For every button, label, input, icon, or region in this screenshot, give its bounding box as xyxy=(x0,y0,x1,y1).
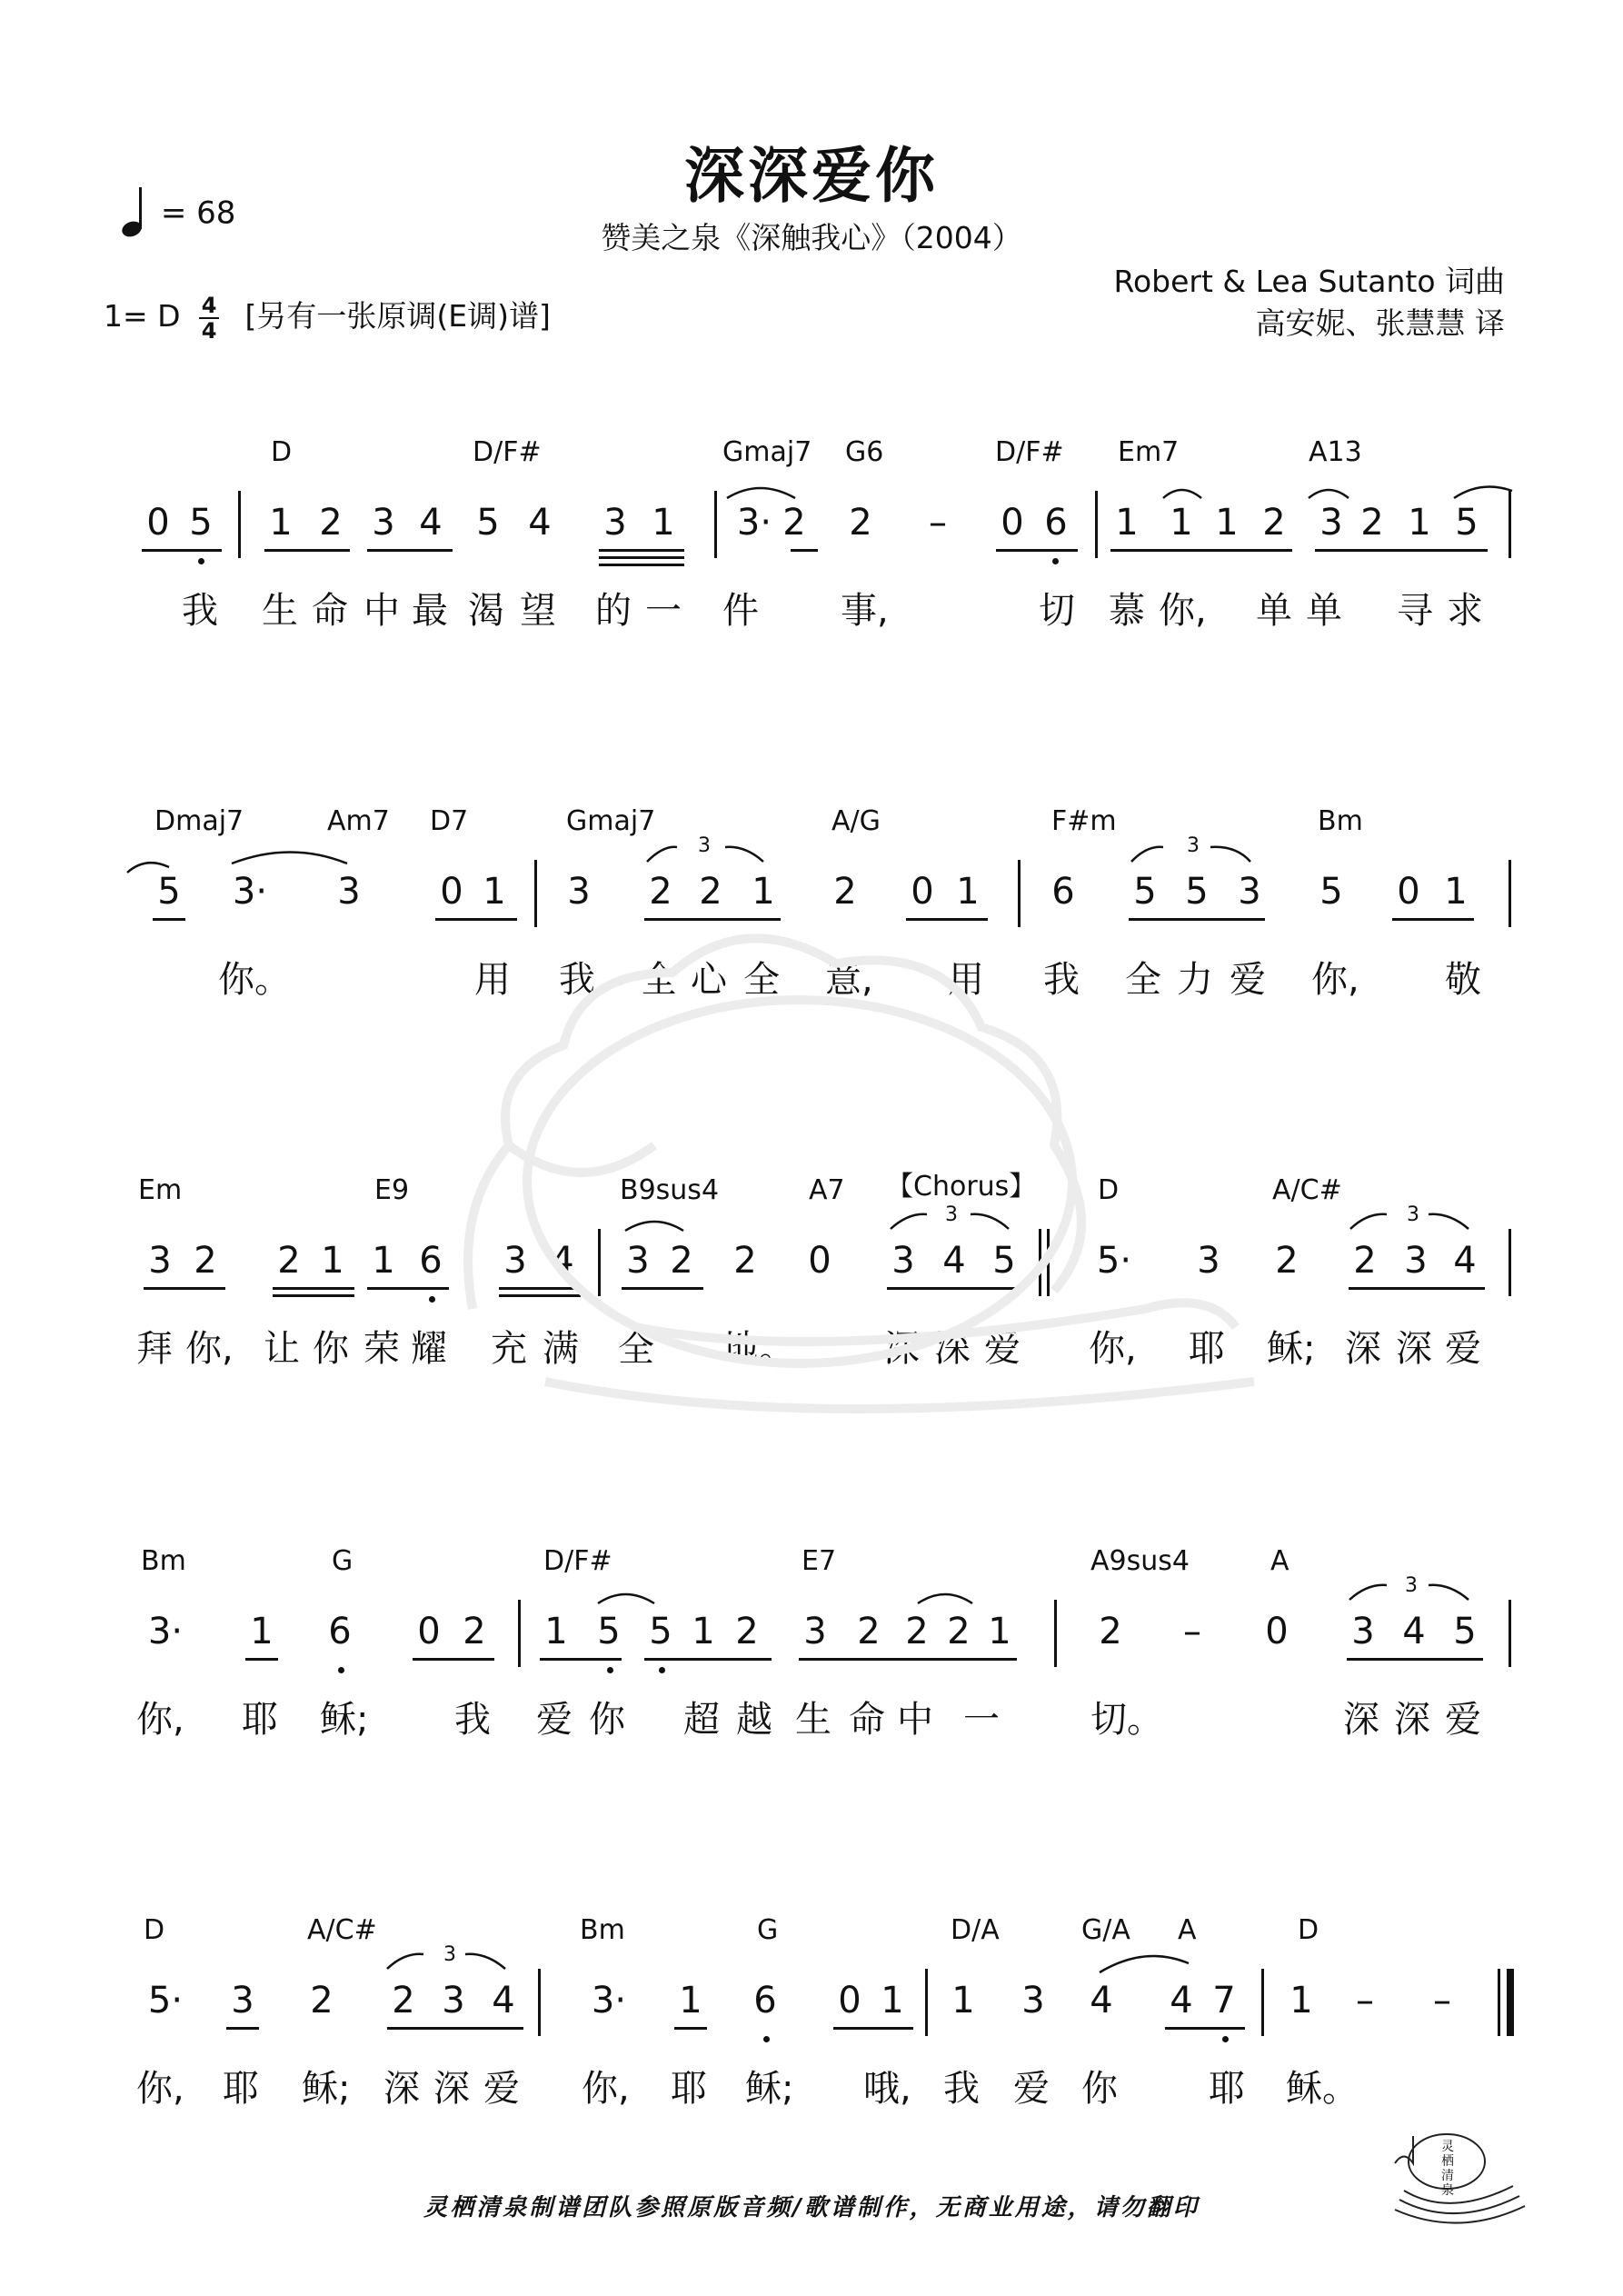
note: 0 xyxy=(838,1980,861,2021)
lyric: 你, xyxy=(185,1328,234,1370)
note: 3 xyxy=(442,1980,465,2021)
chord: A13 xyxy=(1309,436,1362,468)
lyric: 我 xyxy=(1043,959,1080,1001)
lyric: 耶 xyxy=(1189,1328,1225,1370)
note: 1 xyxy=(1444,871,1468,913)
note: 3 xyxy=(372,502,395,544)
lyric: 我 xyxy=(182,590,218,632)
slur xyxy=(127,863,169,873)
chord: D/A xyxy=(951,1914,1000,1946)
slur xyxy=(1454,487,1512,499)
lyric: 爱 xyxy=(483,2068,520,2110)
lyric: 你, xyxy=(136,2068,184,2110)
chord: Am7 xyxy=(327,805,390,837)
chord: Em7 xyxy=(1118,436,1180,468)
slur xyxy=(1163,490,1201,498)
chord: D xyxy=(144,1914,165,1946)
note: 1 xyxy=(652,502,675,544)
lyric: 稣。 xyxy=(1286,2068,1359,2110)
chord: Bm xyxy=(141,1545,186,1577)
triplet-mark: 3 xyxy=(1187,834,1200,857)
note: 1 xyxy=(372,1240,395,1282)
note: 3 xyxy=(1197,1240,1220,1282)
lyric: 耶 xyxy=(1209,2068,1245,2110)
triplet-bracket xyxy=(647,847,763,862)
chord: G xyxy=(757,1914,779,1946)
lyric: 深 xyxy=(1394,1699,1430,1741)
lyric: 爱 xyxy=(1445,1699,1481,1741)
lyric: 稣; xyxy=(745,2068,794,2110)
note: 2 xyxy=(1360,502,1384,544)
slur xyxy=(918,1594,972,1603)
lyric: 让 xyxy=(264,1328,300,1370)
note: 0 xyxy=(1265,1611,1289,1652)
slur xyxy=(598,1594,654,1603)
lyric: 超 xyxy=(683,1699,720,1741)
chord: A xyxy=(1178,1914,1197,1946)
lyric: 耶 xyxy=(223,2068,259,2110)
note: 3· xyxy=(147,1611,184,1652)
triplet-bracket xyxy=(1349,1585,1469,1600)
triplet-bracket xyxy=(891,1214,1009,1229)
lyric: 全 xyxy=(1125,959,1161,1001)
note: 5· xyxy=(147,1980,184,2021)
lyric: 耶 xyxy=(671,2068,707,2110)
note: 2 xyxy=(699,871,722,913)
lyric: 命 xyxy=(312,590,348,632)
lyric: 哦, xyxy=(863,2068,911,2110)
lyric: 稣; xyxy=(302,2068,351,2110)
lyric: 爱 xyxy=(1445,1328,1481,1370)
song-title: 深深爱你 xyxy=(684,141,939,211)
note: 4 xyxy=(492,1980,515,2021)
note: 2 xyxy=(905,1611,929,1652)
note: 3· xyxy=(591,1980,627,2021)
lyric: 我 xyxy=(454,1699,491,1741)
note: 0 xyxy=(417,1611,441,1652)
triplet-mark: 3 xyxy=(698,834,711,857)
lyric: 切 xyxy=(1039,590,1075,632)
note: 2 xyxy=(310,1980,334,2021)
note: 5 xyxy=(597,1611,621,1652)
note: 1 xyxy=(544,1611,568,1652)
triplet-mark: 3 xyxy=(945,1203,958,1226)
note: 1 xyxy=(988,1611,1011,1652)
note: 3 xyxy=(891,1240,915,1282)
note: 4 xyxy=(1402,1611,1426,1652)
chord: G6 xyxy=(845,436,884,468)
song-subtitle: 赞美之泉《深触我心》（2004） xyxy=(601,220,1022,255)
note: 2 xyxy=(194,1240,217,1282)
sheep-watermark-icon xyxy=(468,938,1254,1409)
chord: D/F# xyxy=(473,436,542,468)
note: 2 xyxy=(782,502,806,544)
lyric: 爱 xyxy=(1230,959,1266,1001)
note: 4 xyxy=(1170,1980,1193,2021)
lyric: 你。 xyxy=(218,959,291,1001)
note: 4 xyxy=(419,502,443,544)
note: 3 xyxy=(231,1980,254,2021)
lyric: 深 xyxy=(383,2068,420,2110)
note: 2 xyxy=(670,1240,693,1282)
triplet-mark: 3 xyxy=(1405,1574,1418,1597)
note: 3 xyxy=(503,1240,527,1282)
note: 1 xyxy=(1289,1980,1313,2021)
note: – xyxy=(1433,1980,1451,2021)
chord: D xyxy=(1298,1914,1319,1946)
lyric: 你, xyxy=(1089,1328,1137,1370)
lyric: 生 xyxy=(795,1699,831,1741)
note: 1 xyxy=(692,1611,715,1652)
chord: A9sus4 xyxy=(1090,1545,1190,1577)
chord: A7 xyxy=(809,1174,845,1206)
lyric: 一 xyxy=(645,590,682,632)
note: 3 xyxy=(1238,871,1261,913)
note: – xyxy=(1183,1611,1201,1652)
chord: A xyxy=(1270,1545,1289,1577)
section-label: 【Chorus】 xyxy=(886,1171,1037,1203)
note: 0 xyxy=(146,502,170,544)
key-label: 1= D xyxy=(104,298,181,334)
note: 1 xyxy=(321,1240,344,1282)
slur xyxy=(727,488,795,498)
key-note: [另有一张原调(E调)谱] xyxy=(244,298,551,334)
note: 2 xyxy=(392,1980,415,2021)
note: 3 xyxy=(567,871,591,913)
note: 6 xyxy=(328,1611,352,1652)
chord: F#m xyxy=(1051,805,1117,837)
note: 1 xyxy=(1215,502,1239,544)
note: 1 xyxy=(1115,502,1139,544)
note: 3 xyxy=(803,1611,827,1652)
lyric: 我 xyxy=(559,959,595,1001)
triplet-mark: 3 xyxy=(1407,1203,1419,1226)
note: 3 xyxy=(337,871,361,913)
note: 2 xyxy=(319,502,343,544)
chord: A/C# xyxy=(1272,1174,1342,1206)
lyric: 深 xyxy=(883,1328,920,1370)
lyric: 中 xyxy=(897,1699,933,1741)
lyric: 全 xyxy=(641,959,677,1001)
lyric: 深 xyxy=(1345,1328,1381,1370)
lyric: 充 xyxy=(491,1328,527,1370)
note: 4 xyxy=(942,1240,966,1282)
logo-text: 灵栖清泉 xyxy=(1441,2140,1454,2198)
lyric: 心 xyxy=(691,959,727,1001)
lyric: 深 xyxy=(1343,1699,1379,1741)
note: 6 xyxy=(419,1240,443,1282)
chord: G/A xyxy=(1081,1914,1130,1946)
chord: D/F# xyxy=(543,1545,612,1577)
lyric: 慕 xyxy=(1109,590,1145,632)
note: 5· xyxy=(1096,1240,1132,1282)
lyric: 荣 xyxy=(363,1328,400,1370)
lyric: 力 xyxy=(1177,959,1213,1001)
lyric: 单 xyxy=(1256,590,1292,632)
lyric: 耀 xyxy=(411,1328,447,1370)
chord: D7 xyxy=(430,805,469,837)
note: 1 xyxy=(679,1980,702,2021)
note: 3 xyxy=(626,1240,650,1282)
note: – xyxy=(1356,1980,1374,2021)
chord: G xyxy=(332,1545,353,1577)
lyric: 切。 xyxy=(1090,1699,1163,1741)
note: 1 xyxy=(752,871,775,913)
note: 2 xyxy=(857,1611,881,1652)
note: 5 xyxy=(992,1240,1016,1282)
lyric: 深 xyxy=(433,2068,470,2110)
lyric: 全 xyxy=(618,1328,654,1370)
lyric: 你, xyxy=(1311,959,1359,1001)
lyric: 渴 xyxy=(468,590,504,632)
note: 3 xyxy=(1404,1240,1428,1282)
credit-composer: Robert & Lea Sutanto 词曲 xyxy=(1113,264,1505,299)
note: 1 xyxy=(250,1611,274,1652)
lyric: 你, xyxy=(582,2068,630,2110)
triplet-bracket xyxy=(387,1954,505,1969)
note: 1 xyxy=(1408,502,1431,544)
lyric: 耶 xyxy=(242,1699,278,1741)
lyric: 满 xyxy=(543,1328,579,1370)
lyric: 全 xyxy=(743,959,780,1001)
note: 3 xyxy=(603,502,627,544)
chord: Gmaj7 xyxy=(566,805,656,837)
note: 6 xyxy=(753,1980,777,2021)
slur xyxy=(1100,1956,1189,1972)
lyric: 单 xyxy=(1306,590,1342,632)
lyric: 爱 xyxy=(536,1699,573,1741)
note: 3 xyxy=(148,1240,172,1282)
note: 0 xyxy=(808,1240,831,1282)
note: 3· xyxy=(232,871,268,913)
lyric: 爱 xyxy=(984,1328,1021,1370)
note: 3 xyxy=(1319,502,1343,544)
lyric: 敬 xyxy=(1445,959,1481,1001)
chord: E7 xyxy=(802,1545,837,1577)
time-sig-bottom: 4 xyxy=(201,317,217,344)
time-sig-top: 4 xyxy=(201,292,217,318)
lyric: 求 xyxy=(1447,590,1483,632)
chord: Bm xyxy=(580,1914,625,1946)
lyric: 爱 xyxy=(1013,2068,1050,2110)
lyric: 最 xyxy=(412,590,448,632)
note: 7 xyxy=(1212,1980,1236,2021)
note: 5 xyxy=(189,502,213,544)
lyric: 中 xyxy=(363,590,400,632)
lyric: 稣; xyxy=(1267,1328,1316,1370)
note: 5 xyxy=(157,871,181,913)
note: 3 xyxy=(1021,1980,1045,2021)
note: 2 xyxy=(947,1611,971,1652)
note: 2 xyxy=(649,871,672,913)
note: 2 xyxy=(833,871,857,913)
chord: B9sus4 xyxy=(620,1174,720,1206)
note: 1 xyxy=(951,1980,975,2021)
note: 5 xyxy=(1453,1611,1477,1652)
lyric: 命 xyxy=(849,1699,885,1741)
note: 4 xyxy=(551,1240,574,1282)
lyric: 你 xyxy=(589,1699,625,1741)
note: 4 xyxy=(1090,1980,1113,2021)
note: 5 xyxy=(476,502,500,544)
tempo-value: = 68 xyxy=(160,195,236,232)
chord: A/C# xyxy=(307,1914,377,1946)
lyric: 用 xyxy=(474,959,511,1001)
triplet-mark: 3 xyxy=(443,1943,456,1966)
lyric: 生 xyxy=(262,590,298,632)
note: 0 xyxy=(911,871,934,913)
slur xyxy=(625,1222,683,1231)
note: 2 xyxy=(1275,1240,1299,1282)
note: 1 xyxy=(483,871,506,913)
credit-translator: 高安妮、张慧慧 译 xyxy=(1255,305,1505,341)
chord: A/G xyxy=(831,805,881,837)
lyric: 意, xyxy=(825,959,873,1001)
note: 2 xyxy=(1353,1240,1377,1282)
note: 3 xyxy=(1351,1611,1375,1652)
note: 5 xyxy=(1455,502,1479,544)
note: 2 xyxy=(1099,1611,1122,1652)
note: 1 xyxy=(269,502,293,544)
note: 2 xyxy=(849,502,872,544)
lyric: 的 xyxy=(595,590,632,632)
lyric: 事, xyxy=(841,590,889,632)
lyric: 一 xyxy=(963,1699,1000,1741)
chord: Em xyxy=(138,1174,183,1206)
lyric: 你, xyxy=(136,1699,184,1741)
lyric: 你, xyxy=(1159,590,1207,632)
triplet-bracket xyxy=(1131,847,1250,862)
note: 2 xyxy=(733,1240,757,1282)
lyric: 寻 xyxy=(1397,590,1433,632)
note: 2 xyxy=(735,1611,759,1652)
lyric: 你 xyxy=(1081,2068,1118,2110)
triplet-bracket xyxy=(1350,1214,1469,1229)
chord: D xyxy=(271,436,293,468)
lyric: 望 xyxy=(520,590,556,632)
note: 1 xyxy=(956,871,980,913)
note: 4 xyxy=(528,502,552,544)
note: 4 xyxy=(1453,1240,1477,1282)
note: 1 xyxy=(881,1980,904,2021)
note: 6 xyxy=(1051,871,1075,913)
chord: E9 xyxy=(374,1174,410,1206)
note: 0 xyxy=(440,871,463,913)
note: 5 xyxy=(1185,871,1209,913)
note: 6 xyxy=(1044,502,1068,544)
chord: Gmaj7 xyxy=(722,436,812,468)
note: 5 xyxy=(649,1611,672,1652)
note: 1 xyxy=(1170,502,1193,544)
lyric: 深 xyxy=(934,1328,971,1370)
lyric: 拜 xyxy=(136,1328,173,1370)
chord: Dmaj7 xyxy=(154,805,244,837)
chord: D/F# xyxy=(995,436,1064,468)
copyright-footer: 灵栖清泉制谱团队参照原版音频/歌谱制作，无商业用途，请勿翻印 xyxy=(423,2194,1200,2221)
note: 5 xyxy=(1319,871,1343,913)
note: – xyxy=(929,502,947,544)
lyric: 你 xyxy=(313,1328,349,1370)
note: 0 xyxy=(1397,871,1420,913)
slur xyxy=(1309,490,1349,498)
chord: Bm xyxy=(1318,805,1363,837)
lyric: 深 xyxy=(1396,1328,1432,1370)
note: 5 xyxy=(1133,871,1157,913)
slur xyxy=(232,853,347,864)
note: 2 xyxy=(277,1240,301,1282)
lyric: 越 xyxy=(736,1699,772,1741)
note: 2 xyxy=(463,1611,486,1652)
lyric: 件 xyxy=(722,590,759,632)
note: 3· xyxy=(736,502,772,544)
chord: D xyxy=(1098,1174,1120,1206)
lyric: 稣; xyxy=(320,1699,369,1741)
note: 0 xyxy=(1001,502,1024,544)
lyric: 用 xyxy=(948,959,984,1001)
lyric: 地。 xyxy=(722,1328,795,1370)
note: 2 xyxy=(1262,502,1286,544)
lyric: 我 xyxy=(943,2068,980,2110)
